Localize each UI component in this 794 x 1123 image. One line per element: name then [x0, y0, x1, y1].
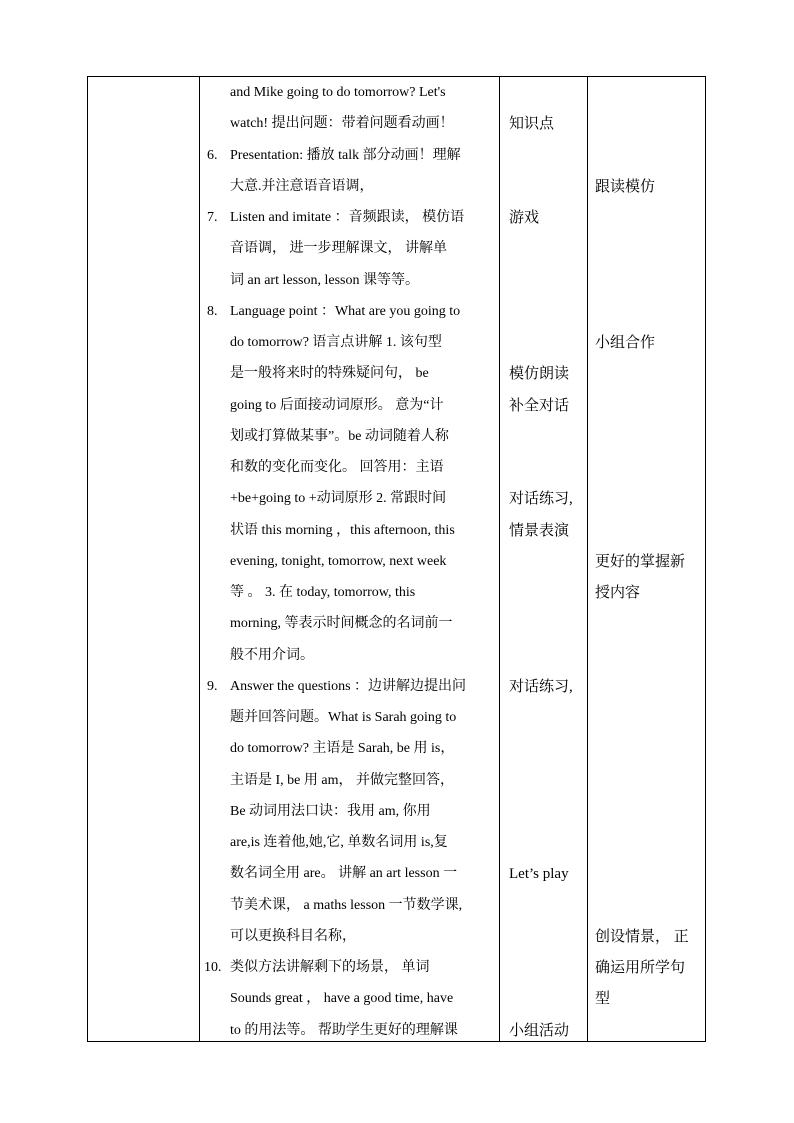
purpose-text: 型 — [595, 991, 611, 1008]
step-text-line: 节美术课， a maths lesson 一节数学课, — [230, 897, 463, 913]
step-text-line: 大意.并注意语音语调， — [230, 178, 374, 194]
step-text-line: to 的用法等。 帮助学生更好的理解课 — [230, 1022, 458, 1038]
step-text-line: 题并回答问题。What is Sarah going to — [230, 710, 457, 725]
step-text-line: morning, 等表示时间概念的名词前一 — [230, 616, 453, 632]
step-text-line: 词 an art lesson, lesson 课等等。 — [230, 272, 419, 288]
step-text-line: Be 动词用法口诀：我用 am, 你用 — [230, 803, 431, 819]
step-text-line: 和数的变化而变化。 回答用：主语 — [230, 460, 444, 475]
step-text-line: do tomorrow? 语言点讲解 1. 该句型 — [230, 335, 442, 350]
step-text-line: 类似方法讲解剩下的场景， 单词 — [230, 960, 430, 975]
step-text-line: 是一般将来时的特殊疑问句， be — [230, 366, 429, 382]
purpose-text: 更好的掌握新 — [595, 553, 686, 570]
step-text-line: 数名词全用 are。 讲解 an art lesson 一 — [230, 866, 458, 882]
purpose-text: 小组合作 — [595, 335, 656, 351]
activity-text: 小组活动 — [509, 1022, 570, 1039]
column-divider-3 — [587, 77, 588, 1041]
step-text-line: +be+going to +动词原形 2. 常跟时间 — [230, 491, 447, 507]
step-number: 8. — [207, 303, 218, 319]
step-number: 9. — [207, 678, 218, 694]
step-text-line: 等 。 3. 在 today, tomorrow, this — [230, 585, 416, 600]
step-text-line: Language point ：What are you going to — [230, 303, 461, 319]
activity-text: 对话练习, — [509, 678, 573, 695]
step-text-line: Answer the questions ：边讲解边提出问 — [230, 678, 467, 694]
activity-text: 情景表演 — [509, 522, 570, 539]
activity-text: 游戏 — [509, 210, 540, 226]
activity-text: Let’s play — [509, 866, 569, 883]
purpose-text: 跟读模仿 — [595, 178, 656, 195]
purpose-text: 确运用所学句 — [595, 960, 686, 976]
column-divider-1 — [199, 77, 200, 1041]
purpose-text: 授内容 — [595, 585, 641, 601]
step-text-line: watch! 提出问题：带着问题看动画！ — [230, 116, 454, 132]
step-number: 7. — [207, 210, 218, 225]
step-text-line: 般不用介词。 — [230, 647, 314, 663]
step-text-line: are,is 连着他,她,它, 单数名词用 is,复 — [230, 835, 448, 850]
step-text-line: 音语调， 进一步理解课文， 讲解单 — [230, 241, 447, 257]
column-divider-2 — [499, 77, 500, 1041]
activity-text: 补全对话 — [509, 397, 570, 414]
step-text-line: Sounds great ， have a good time, have — [230, 991, 454, 1007]
step-text-line: Listen and imitate ：音频跟读， 模仿语 — [230, 210, 465, 225]
step-text-line: 状语 this morning ，this afternoon, this — [230, 522, 455, 538]
activity-text: 模仿朗读 — [509, 366, 570, 383]
step-number: 10. — [204, 960, 222, 975]
step-text-line: 主语是 I, be 用 am， 并做完整回答， — [230, 772, 454, 788]
step-number: 6. — [207, 147, 218, 163]
step-text-line: and Mike going to do tomorrow? Let's — [230, 85, 446, 100]
step-text-line: 划或打算做某事”。be 动词随着人称 — [230, 428, 449, 444]
activity-text: 对话练习, — [509, 491, 573, 508]
purpose-text: 创设情景， 正 — [595, 928, 689, 945]
step-text-line: 可以更换科目名称， — [230, 928, 356, 944]
step-text-line: evening, tonight, tomorrow, next week — [230, 553, 447, 569]
activity-text: 知识点 — [509, 116, 555, 133]
step-text-line: Presentation: 播放 talk 部分动画！理解 — [230, 147, 461, 163]
step-text-line: do tomorrow? 主语是 Sarah, be 用 is， — [230, 741, 455, 757]
step-text-line: going to 后面接动词原形。 意为“计 — [230, 397, 444, 413]
